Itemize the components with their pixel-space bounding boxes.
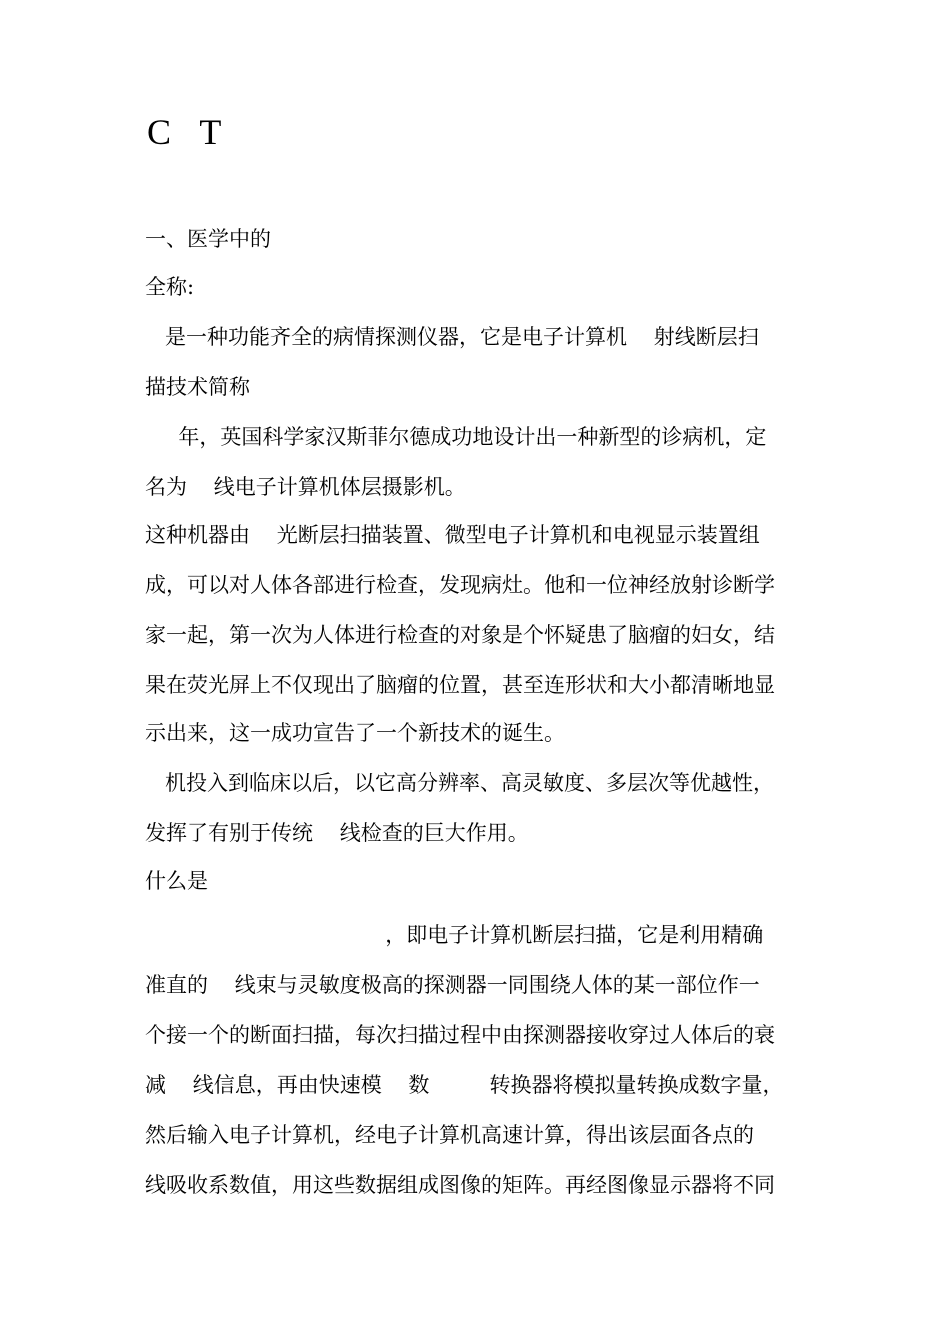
text-line: 什么是 [145,869,208,893]
text-line: 成，可以对人体各部进行检查，发现病灶。他和一位神经放射诊断学 [145,573,775,597]
text-line: 描技术简称 [145,375,250,399]
text-line: 然后输入电子计算机，经电子计算机高速计算，得出该层面各点的 [145,1123,754,1147]
text-line: ，即电子计算机断层扫描，它是利用精确 [145,923,764,947]
text-line: 线吸收系数值，用这些数据组成图像的矩阵。再经图像显示器将不同 [145,1173,775,1197]
section-heading: 一、医学中的 [145,227,271,251]
text-line: 家一起，第一次为人体进行检查的对象是个怀疑患了脑瘤的妇女，结 [145,623,775,647]
text-line: 果在荧光屏上不仅现出了脑瘤的位置，甚至连形状和大小都清晰地显 [145,673,775,697]
text-line: 这种机器由 光断层扫描装置、微型电子计算机和电视显示装置组 [145,523,760,547]
text-line: 全称: [145,275,195,299]
text-line: 个接一个的断面扫描，每次扫描过程中由探测器接收穿过人体后的衰 [145,1023,775,1047]
text-line: 年，英国科学家汉斯菲尔德成功地设计出一种新型的诊病机，定 [145,425,767,449]
text-line: 发挥了有别于传统 线检查的巨大作用。 [145,821,529,845]
text-line: 准直的 线束与灵敏度极高的探测器一同围绕人体的某一部位作一 [145,973,760,997]
text-line: 示出来，这一成功宣告了一个新技术的诞生。 [145,721,565,745]
text-line: 减 线信息，再由快速模 数 转换器将模拟量转换成数字量， [145,1073,784,1097]
text-line: 机投入到临床以后，以它高分辨率、高灵敏度、多层次等优越性， [145,771,775,795]
text-line: 名为 线电子计算机体层摄影机。 [145,475,466,499]
document-title: C T [147,112,232,152]
text-line: 是一种功能齐全的病情探测仪器，它是电子计算机 射线断层扫 [145,325,759,349]
